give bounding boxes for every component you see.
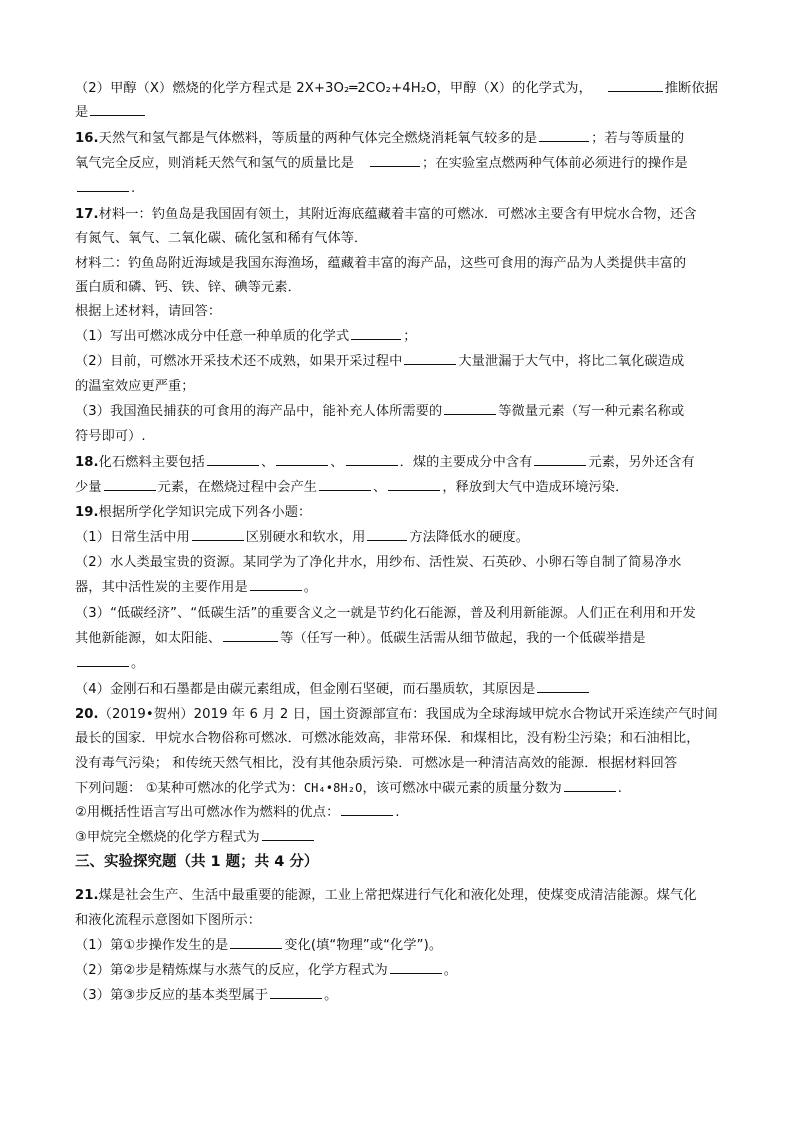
answer-blank[interactable] [370, 156, 420, 167]
q20-line-6: ③甲烷完全燃烧的化学方程式为 [75, 829, 725, 847]
answer-blank[interactable] [564, 781, 616, 792]
q17-line-7: （2）目前，可燃冰开采技术还不成熟，如果开采过程中 大量泄漏于大气中，将比二氧化碳造成 [75, 354, 685, 369]
q19-line-3: （2）水人类最宝贵的资源。某同学为了净化井水，用纱布、活性炭、石英砂、小卵石等自制了简易净水 [75, 555, 682, 570]
answer-blank[interactable] [341, 805, 393, 816]
answer-blank[interactable] [192, 530, 244, 541]
answer-blank[interactable] [270, 988, 322, 999]
answer-blank[interactable] [77, 656, 129, 667]
q15-line-3: 是 [75, 104, 725, 122]
q20-line-5: ②用概括性语言写出可燃冰作为燃料的优点： . [75, 805, 400, 820]
q16-line-2: 氧气完全反应，则消耗天然气和氢气的质量比是 ；在实验室点燃两种气体前必须进行的操作是 [75, 156, 688, 171]
answer-blank[interactable] [319, 480, 371, 491]
question-number: 19. [75, 505, 99, 520]
answer-blank[interactable] [223, 631, 278, 642]
q21-line-2: 和液化流程示意图如下图所示： [75, 913, 262, 928]
answer-blank[interactable] [90, 105, 145, 116]
section-heading: 三、实验探究题（共 1 题；共 4 分） [75, 854, 319, 870]
answer-blank[interactable] [367, 530, 407, 541]
q19-line-7: 。 [75, 655, 725, 673]
q19-line-2: （1）日常生活中用 区别硬水和软水，用 方法降低水的硬度。 [75, 530, 529, 545]
q21-line-3: （1）第①步操作发生的是 变化(填“物理”或“化学”)。 [75, 938, 443, 953]
answer-blank[interactable] [539, 131, 589, 142]
q17-line-4: 蛋白质和磷、钙、铁、锌、碘等元素． [75, 280, 301, 295]
q15-line-2: （2）甲醇（X）燃烧的化学方程式是 2X+3O₂═2CO₂+4H₂O，甲醇（X）的化学式为， 推断依据 [75, 81, 719, 96]
answer-blank[interactable] [104, 480, 156, 491]
answer-blank[interactable] [250, 580, 302, 591]
answer-blank[interactable] [537, 682, 589, 693]
q17-line-3: 材料二：钓鱼岛附近海域是我国东海渔场，蕴藏着丰富的海产品，这些可食用的海产品为人类提供丰富的 [75, 256, 687, 271]
answer-blank[interactable] [390, 963, 442, 974]
question-number: 21. [75, 888, 99, 903]
chemical-formula: CH₄•8H₂O [303, 781, 363, 795]
q17-line-10: 符号即可）. [75, 429, 146, 444]
q20-line-1: 20.（2019•贺州）2019 年 6 月 2 日，国土资源部宣布：我国成为全球海域甲烷水合物试开采连续产气时间 [75, 707, 718, 722]
answer-blank[interactable] [444, 404, 496, 415]
q17-line-5: 根据上述材料，请回答： [75, 304, 222, 319]
answer-blank[interactable] [230, 938, 282, 949]
answer-blank[interactable] [534, 455, 586, 466]
answer-blank[interactable] [404, 354, 456, 365]
q17-line-1: 17.材料一：钓鱼岛是我国固有领土，其附近海底蕴藏着丰富的可燃冰．可燃冰主要含有甲烷水合物，还含 [75, 207, 697, 222]
q20-line-2: 最长的国家．甲烷水合物俗称可燃冰．可燃冰能效高，非常环保．和煤相比，没有粉尘污染；和石油相比， [75, 731, 700, 746]
answer-blank[interactable] [262, 830, 314, 841]
question-number: 18. [75, 455, 99, 470]
answer-blank[interactable] [388, 480, 440, 491]
q19-line-5: （3）“低碳经济”、“低碳生活”的重要含义之一就是节约化石能源，普及利用新能源。人们正在利用和开发 [75, 606, 696, 621]
q18-line-1: 18.化石燃料主要包括 、 、 ．煤的主要成分中含有 元素，另外还含有 [75, 455, 695, 470]
q21-line-5: （3）第③步反应的基本类型属于 。 [75, 988, 338, 1003]
answer-blank[interactable] [351, 329, 401, 340]
answer-blank[interactable] [77, 181, 129, 192]
question-number: 20. [75, 707, 99, 722]
q17-line-2: 有氮气、氧气、二氧化碳、硫化氢和稀有气体等． [75, 231, 368, 246]
answer-blank[interactable] [608, 81, 663, 92]
answer-blank[interactable] [276, 455, 328, 466]
q17-line-8: 的温室效应更严重； [75, 379, 195, 394]
q18-line-2: 少量 元素，在燃烧过程中会产生 、 ，释放到大气中造成环境污染． [75, 480, 629, 495]
q17-line-9: （3）我国渔民捕获的可食用的海产品中，能补充人体所需要的 等微量元素（写一种元素名称或 [75, 404, 685, 419]
q19-line-6: 其他新能源，如太阳能、 等（任写一种）。低碳生活需从细节做起，我的一个低碳举措是 [75, 631, 646, 646]
q17-line-6: （1）写出可燃冰成分中任意一种单质的化学式 ； [75, 329, 417, 344]
q21-line-4: （2）第②步是精炼煤与水蒸气的反应，化学方程式为 。 [75, 963, 458, 978]
question-number: 16. [75, 131, 99, 146]
q19-line-8: （4）金刚石和石墨都是由碳元素组成，但金刚石坚硬，而石墨质软，其原因是 [75, 681, 725, 699]
q16-line-3: . [75, 180, 725, 198]
answer-blank[interactable] [346, 455, 398, 466]
q19-line-1: 19.根据所学化学知识完成下列各小题： [75, 505, 312, 520]
answer-blank[interactable] [207, 455, 259, 466]
q19-line-4: 器，其中活性炭的主要作用是 。 [75, 580, 318, 595]
q16-line-1: 16.天然气和氢气都是气体燃料，等质量的两种气体完全燃烧消耗氧气较多的是 ；若与等质量的 [75, 131, 685, 146]
q20-line-4: 下列问题： ①某种可燃冰的化学式为：CH₄•8H₂O，该可燃冰中碳元素的质量分数为 . [75, 781, 623, 796]
question-number: 17. [75, 207, 99, 222]
q21-line-1: 21.煤是社会生产、生活中最重要的能源，工业上常把煤进行气化和液化处理，使煤变成清洁能源。煤气化 [75, 888, 697, 903]
q20-line-3: 没有毒气污染； 和传统天然气相比，没有其他杂质污染．可燃冰是一种清洁高效的能源．根据材料回答 [75, 756, 678, 771]
